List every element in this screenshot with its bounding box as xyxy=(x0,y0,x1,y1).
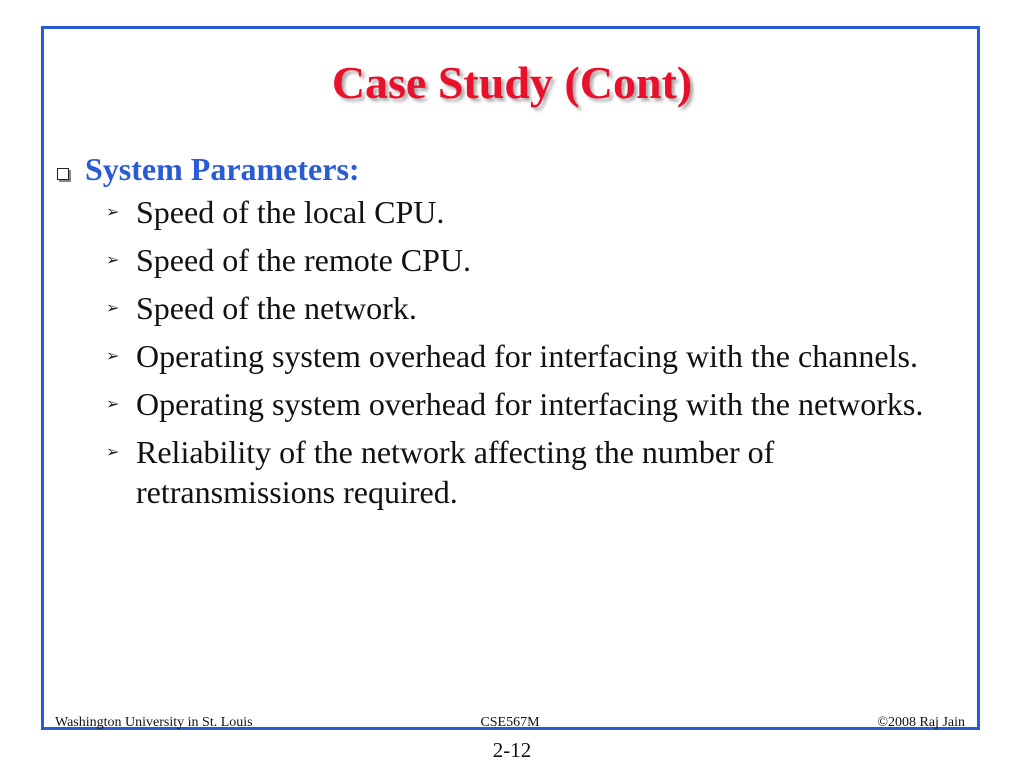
sub-bullet-item xyxy=(106,432,965,512)
slide-title: Case Study (Cont) xyxy=(331,57,693,108)
sub-bullet-text: Operating system overhead for interfacing with the networks. xyxy=(136,386,924,422)
bullet-level1 xyxy=(55,150,965,188)
sub-bullet-item xyxy=(106,288,965,328)
sub-bullet-list xyxy=(55,192,965,512)
chevron-right-icon: ➢ xyxy=(106,250,120,269)
footer-institution: Washington University in St. Louis xyxy=(55,715,253,730)
sub-bullet-item xyxy=(106,240,965,280)
sub-bullet-text: Speed of the local CPU. xyxy=(136,194,445,230)
slide-content xyxy=(55,150,965,520)
chevron-right-icon: ➢ xyxy=(106,202,120,221)
sub-bullet-text: Reliability of the network affecting the number of retransmissions required. xyxy=(136,434,775,510)
sub-bullet-text: Speed of the network. xyxy=(136,290,417,326)
section-heading: System Parameters: xyxy=(85,151,360,187)
slide-footer xyxy=(55,715,965,731)
chevron-right-icon: ➢ xyxy=(106,298,120,317)
sub-bullet-text: Operating system overhead for interfacing with the channels. xyxy=(136,338,918,374)
sub-bullet-text: Speed of the remote CPU. xyxy=(136,242,472,278)
page-number: 2-12 xyxy=(492,738,532,762)
chevron-right-icon: ➢ xyxy=(106,346,120,365)
sub-bullet-item xyxy=(106,192,965,232)
square-bullet-icon xyxy=(55,150,85,185)
footer-course: CSE567M xyxy=(480,715,540,730)
sub-bullet-item xyxy=(106,336,965,376)
sub-bullet-item xyxy=(106,384,965,424)
chevron-right-icon: ➢ xyxy=(106,394,120,413)
chevron-right-icon: ➢ xyxy=(106,442,120,461)
footer-copyright: ©2008 Raj Jain xyxy=(877,715,965,730)
